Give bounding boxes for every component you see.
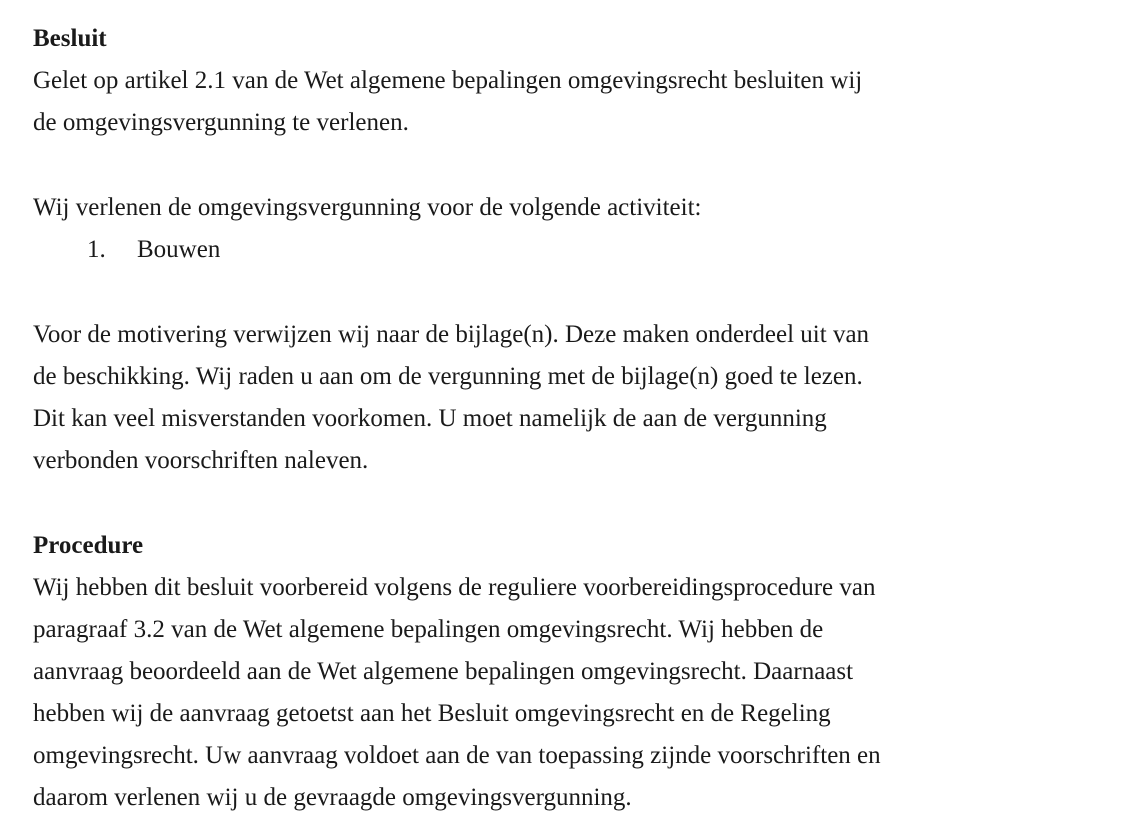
activities-intro: Wij verlenen de omgevingsvergunning voor de volgende activiteit: — [33, 194, 702, 221]
activity-list — [33, 229, 1123, 271]
motivation-line: de beschikking. Wij raden u aan om de vergunning met de bijlage(n) goed te lezen. — [33, 363, 863, 390]
procedure-heading: Procedure — [33, 532, 144, 559]
document-page — [33, 18, 1123, 819]
procedure-line: paragraaf 3.2 van de Wet algemene bepalingen omgevingsrecht. Wij hebben de — [33, 616, 824, 643]
spacer — [33, 271, 1123, 314]
procedure-line: hebben wij de aanvraag getoetst aan het Besluit omgevingsrecht en de Regeling — [33, 700, 831, 727]
motivation-line: Dit kan veel misverstanden voorkomen. U moet namelijk de aan de vergunning — [33, 405, 827, 432]
list-item — [33, 229, 1123, 271]
procedure-line: Wij hebben dit besluit voorbereid volgens de reguliere voorbereidingsprocedure van — [33, 574, 876, 601]
besluit-intro-line-1: Gelet op artikel 2.1 van de Wet algemene bepalingen omgevingsrecht besluiten wij — [33, 67, 863, 94]
motivation-line: verbonden voorschriften naleven. — [33, 447, 369, 474]
spacer — [33, 482, 1123, 525]
list-item-label: Bouwen — [137, 236, 221, 263]
spacer — [33, 144, 1123, 187]
procedure-line: aanvraag beoordeeld aan de Wet algemene bepalingen omgevingsrecht. Daarnaast — [33, 658, 854, 685]
procedure-line: daarom verlenen wij u de gevraagde omgevingsvergunning. — [33, 784, 632, 811]
besluit-heading: Besluit — [33, 25, 107, 52]
list-item-number: 1. — [87, 236, 106, 263]
procedure-line: omgevingsrecht. Uw aanvraag voldoet aan de van toepassing zijnde voorschriften en — [33, 742, 881, 769]
besluit-intro-line-2: de omgevingsvergunning te verlenen. — [33, 109, 409, 136]
motivation-line: Voor de motivering verwijzen wij naar de bijlage(n). Deze maken onderdeel uit van — [33, 321, 870, 348]
